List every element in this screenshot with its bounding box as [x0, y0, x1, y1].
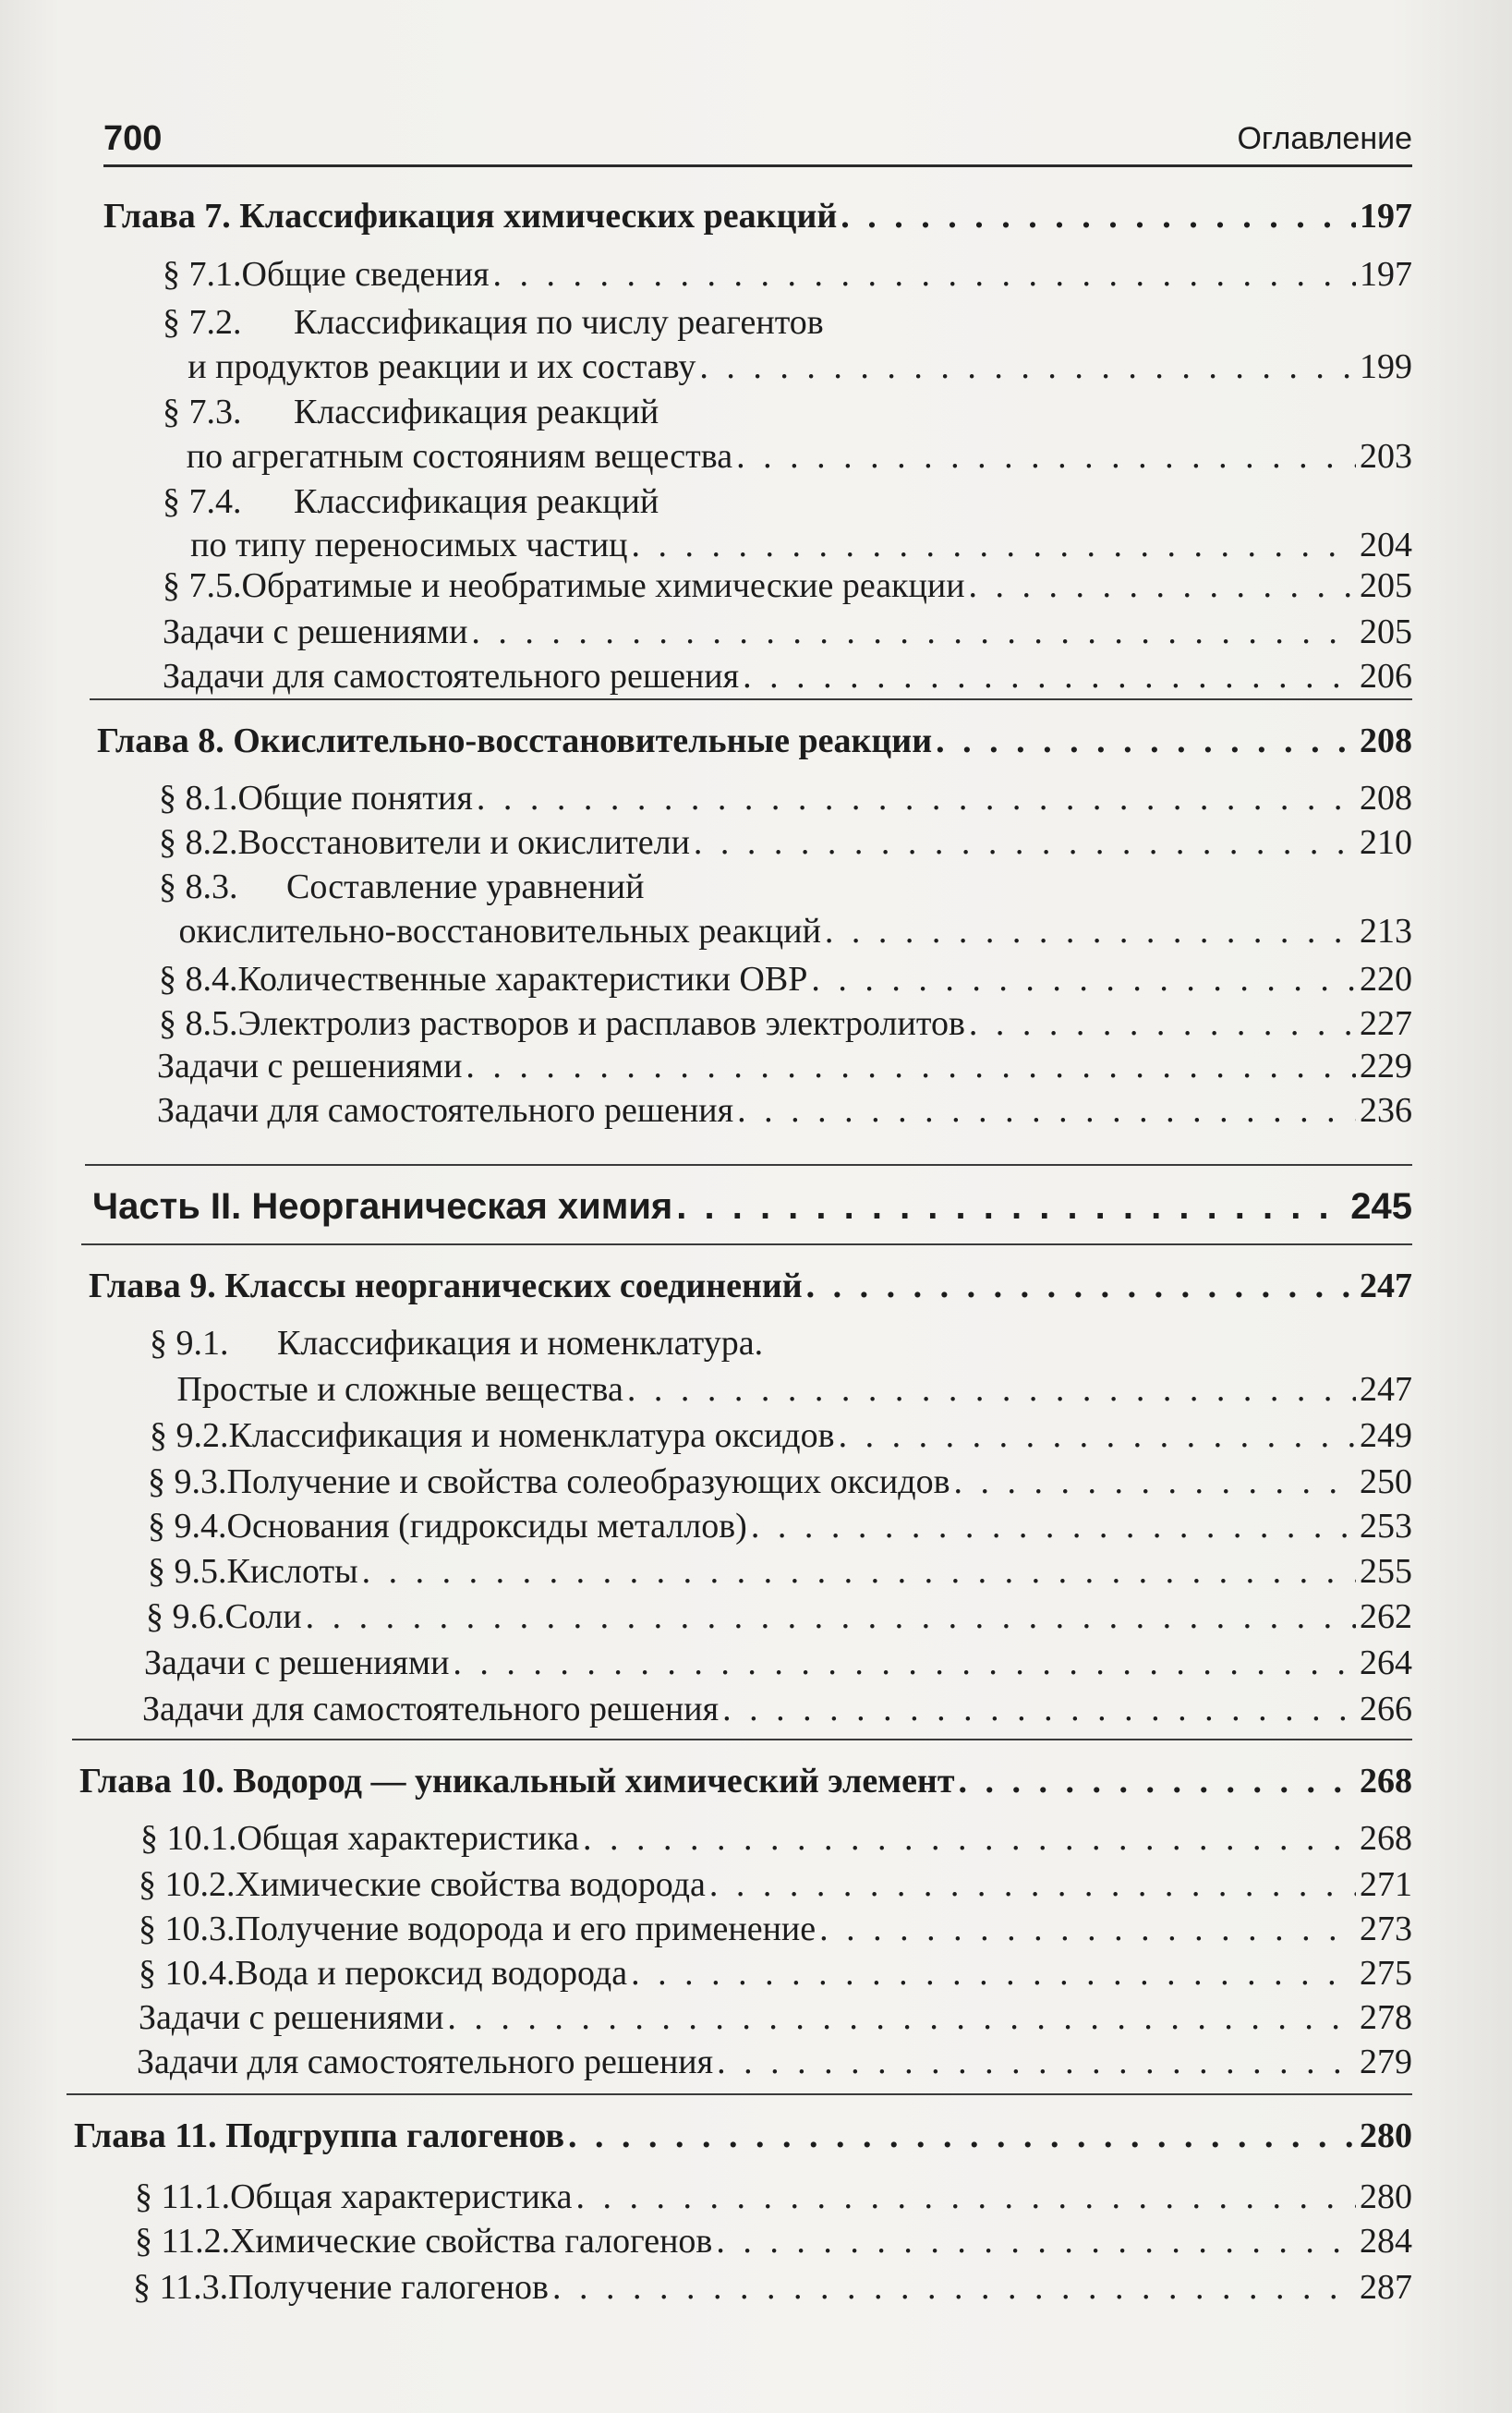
toc-page-number: 250 [1360, 1462, 1412, 1501]
toc-page-number: 268 [1360, 1819, 1412, 1858]
section-number: § 9.1. [150, 1324, 229, 1363]
dot-leader [552, 2265, 1356, 2310]
section-divider [85, 1164, 1412, 1166]
toc-entry-cont[interactable] [150, 1367, 1412, 1412]
toc-page-number: 255 [1360, 1552, 1412, 1591]
toc-entry-section[interactable] [159, 957, 1412, 1001]
toc-entry-section[interactable] [159, 820, 1412, 865]
toc-entry-section[interactable] [150, 1321, 1412, 1365]
dot-leader [493, 252, 1356, 297]
toc-entry-section[interactable] [146, 1595, 1412, 1639]
toc-entry-title: окислительно-восстановительных реакций [178, 912, 821, 951]
toc-entry-title: Задачи для самостоятельного решения [142, 1690, 720, 1728]
toc-entry-item[interactable] [163, 610, 1412, 654]
toc-entry-title: Получение и свойства солеобразующих оксидов [226, 1462, 950, 1501]
dot-leader [751, 1504, 1356, 1548]
section-number: § 7.5. [163, 566, 242, 605]
dot-leader [716, 2219, 1356, 2263]
dot-leader [722, 1687, 1356, 1731]
toc-entry-title: Получение галогенов [228, 2268, 549, 2307]
toc-page-number: 284 [1360, 2222, 1412, 2261]
section-number: § 11.2. [135, 2222, 231, 2261]
dot-leader [819, 1907, 1356, 1951]
dot-leader [632, 523, 1357, 567]
toc-page-number: 204 [1360, 526, 1412, 564]
toc-page-number: 210 [1360, 823, 1412, 862]
toc-page-number: 213 [1360, 912, 1412, 951]
toc-page-number: 264 [1360, 1643, 1412, 1682]
toc-page-number: 203 [1360, 437, 1412, 476]
toc-entry-chapter[interactable] [74, 2114, 1412, 2158]
toc-entry-section[interactable] [135, 2219, 1412, 2263]
dot-leader [717, 2040, 1356, 2084]
toc-entry-title: Кислоты [226, 1552, 358, 1591]
toc-entry-section[interactable] [163, 479, 1412, 524]
toc-entry-title: Глава 11. Подгруппа галогенов [74, 2116, 564, 2155]
toc-entry-title: Общие понятия [237, 779, 473, 818]
dot-leader [969, 1001, 1356, 1046]
dot-leader [583, 1816, 1356, 1861]
toc-entry-title: Задачи для самостоятельного решения [157, 1091, 734, 1130]
dot-leader [969, 564, 1356, 608]
toc-entry-section[interactable] [163, 252, 1412, 297]
toc-entry-title: Общие сведения [241, 255, 490, 294]
section-divider [90, 698, 1412, 700]
toc-page-number: 273 [1360, 1910, 1412, 1948]
toc-page-number: 229 [1360, 1047, 1412, 1085]
toc-page-number: 280 [1360, 2116, 1412, 2155]
toc-entry-section[interactable] [139, 1907, 1412, 1951]
toc-entry-title: Глава 8. Окислительно-восстановительные реакции [97, 721, 933, 760]
toc-page-number: 266 [1360, 1690, 1412, 1728]
toc-entry-section[interactable] [163, 564, 1412, 608]
toc-entry-title: Задачи для самостоятельного решения [163, 657, 740, 696]
toc-page-number: 197 [1360, 255, 1412, 294]
dot-leader [811, 957, 1356, 1001]
toc-entry-item[interactable] [139, 1995, 1412, 2040]
toc-entry-title: Химические свойства галогенов [230, 2222, 713, 2261]
section-number: § 7.2. [163, 303, 242, 342]
toc-entry-cont[interactable] [159, 909, 1412, 953]
section-number: § 8.5. [159, 1004, 238, 1043]
dot-leader [477, 776, 1356, 820]
toc-page-number: 253 [1360, 1507, 1412, 1546]
toc-entry-section[interactable] [133, 2265, 1412, 2310]
toc-entry-cont[interactable] [163, 523, 1412, 567]
toc-entry-title: Общая характеристика [236, 1819, 579, 1858]
toc-entry-title: Составление уравнений [286, 867, 645, 906]
dot-leader [699, 345, 1356, 389]
toc-entry-chapter[interactable] [97, 719, 1412, 763]
section-number: § 9.5. [148, 1552, 227, 1591]
section-number: § 8.4. [159, 960, 238, 999]
dot-leader [568, 2114, 1356, 2158]
section-divider [81, 1243, 1412, 1245]
section-number: § 9.3. [148, 1462, 227, 1501]
toc-entry-section[interactable] [159, 776, 1412, 820]
toc-entry-title: Задачи с решениями [139, 1998, 444, 2037]
toc-entry-title: Основания (гидроксиды металлов) [226, 1507, 747, 1546]
section-number: § 8.1. [159, 779, 238, 818]
toc-entry-cont[interactable] [163, 345, 1412, 389]
dot-leader [627, 1367, 1356, 1412]
toc-entry-title: Восстановители и окислители [237, 823, 690, 862]
toc-entry-chapter[interactable] [79, 1759, 1412, 1803]
toc-entry-title: Классификация реакций [294, 482, 659, 521]
dot-leader [959, 1759, 1357, 1803]
toc-entry-section[interactable] [148, 1504, 1412, 1548]
dot-leader [709, 1862, 1356, 1907]
toc-entry-section[interactable] [140, 1816, 1412, 1861]
toc-entry-item[interactable] [144, 1641, 1412, 1685]
toc-entry-section[interactable] [148, 1549, 1412, 1594]
toc-entry-section[interactable] [135, 2175, 1412, 2219]
page-number: 700 [103, 119, 163, 158]
dot-leader [362, 1549, 1356, 1594]
section-number: § 10.4. [139, 1954, 236, 1993]
dot-leader [631, 1951, 1356, 1995]
toc-entry-title: Общая характеристика [230, 2177, 573, 2216]
dot-leader [806, 1264, 1356, 1308]
toc-page-number: 275 [1360, 1954, 1412, 1993]
toc-page-number: 245 [1350, 1186, 1412, 1227]
toc-entry-title: Электролиз растворов и расплавов электролитов [237, 1004, 965, 1043]
toc-page-number: 205 [1360, 612, 1412, 651]
toc-entry-chapter[interactable] [103, 194, 1412, 238]
toc-entry-title: Классификация реакций [294, 393, 659, 431]
toc-page-number: 208 [1360, 779, 1412, 818]
dot-leader [576, 2175, 1356, 2219]
toc-entry-title: Химические свойства водорода [235, 1865, 706, 1904]
section-number: § 8.2. [159, 823, 238, 862]
toc-page-number: 208 [1360, 721, 1412, 760]
toc-page-number: 287 [1360, 2268, 1412, 2307]
toc-entry-title: Глава 10. Водород — уникальный химический элемент [79, 1762, 955, 1801]
toc-page-number: 220 [1360, 960, 1412, 999]
toc-entry-title: Обратимые и необратимые химические реакции [241, 566, 965, 605]
dot-leader [841, 194, 1356, 238]
toc-page-number: 205 [1360, 566, 1412, 605]
dot-leader [306, 1595, 1356, 1639]
toc-page-number: 268 [1360, 1762, 1412, 1801]
toc-page-number: 262 [1360, 1597, 1412, 1636]
section-number: § 7.1. [163, 255, 242, 294]
toc-entry-title: Классификация и номенклатура оксидов [228, 1416, 835, 1455]
dot-leader [737, 1088, 1356, 1133]
toc-entry-section[interactable] [148, 1460, 1412, 1504]
toc-entry-title: Классификация по числу реагентов [294, 303, 824, 342]
toc-entry-title: Задачи с решениями [144, 1643, 450, 1682]
toc-entry-title: Задачи с решениями [163, 612, 468, 651]
toc-entry-section[interactable] [150, 1413, 1412, 1458]
toc-entry-title: Задачи с решениями [157, 1047, 463, 1085]
toc-entry-item[interactable] [157, 1044, 1412, 1088]
section-divider [67, 2093, 1412, 2095]
toc-entry-section[interactable] [139, 1951, 1412, 1995]
toc-page-number: 247 [1360, 1267, 1412, 1305]
toc-entry-title: Простые и сложные вещества [176, 1370, 623, 1409]
toc-entry-title: Получение водорода и его применение [235, 1910, 816, 1948]
toc-entry-title: Задачи для самостоятельного решения [137, 2043, 714, 2081]
section-number: § 7.3. [163, 393, 242, 431]
toc-entry-section[interactable] [163, 300, 1412, 345]
toc-page-number: 247 [1360, 1370, 1412, 1409]
toc-entry-item[interactable] [163, 654, 1412, 698]
section-number: § 7.4. [163, 482, 242, 521]
dot-leader [736, 434, 1356, 479]
dot-leader [694, 820, 1356, 865]
toc-entry-section[interactable] [163, 390, 1412, 434]
dot-leader [453, 1641, 1356, 1685]
dot-leader [825, 909, 1356, 953]
toc-entry-title: Классификация и номенклатура. [277, 1324, 764, 1363]
toc-entry-section[interactable] [159, 865, 1412, 909]
toc-entry-title: Количественные характеристики ОВР [237, 960, 808, 999]
toc-page-number: 236 [1360, 1091, 1412, 1130]
toc-entry-item[interactable] [142, 1687, 1412, 1731]
dot-leader [676, 1184, 1347, 1229]
section-divider [72, 1739, 1412, 1740]
dot-leader [471, 610, 1356, 654]
toc-page-number: 280 [1360, 2177, 1412, 2216]
toc-entry-title: Вода и пероксид водорода [235, 1954, 628, 1993]
toc-entry-title: по агрегатным состояниям вещества [186, 437, 733, 476]
toc-page-number: 199 [1360, 347, 1412, 386]
toc-entry-title: Часть II. Неорганическая химия [92, 1186, 673, 1227]
toc-page-number: 271 [1360, 1865, 1412, 1904]
toc-entry-cont[interactable] [163, 434, 1412, 479]
running-title: Оглавление [1237, 121, 1412, 156]
dot-leader [839, 1413, 1356, 1458]
section-number: § 10.3. [139, 1910, 236, 1948]
toc-page-number: 279 [1360, 2043, 1412, 2081]
section-number: § 11.1. [135, 2177, 231, 2216]
section-number: § 10.1. [140, 1819, 237, 1858]
toc-page-number: 227 [1360, 1004, 1412, 1043]
section-number: § 10.2. [139, 1865, 236, 1904]
dot-leader [466, 1044, 1356, 1088]
toc-entry-chapter[interactable] [89, 1264, 1412, 1308]
toc-entry-title: по типу переносимых частиц [190, 526, 628, 564]
dot-leader [936, 719, 1356, 763]
toc-page-number: 278 [1360, 1998, 1412, 2037]
section-number: § 9.6. [146, 1597, 225, 1636]
toc-entry-title: Глава 7. Классификация химических реакций [103, 197, 838, 236]
toc-entry-title: Глава 9. Классы неорганических соединений [89, 1267, 803, 1305]
toc-entry-item[interactable] [157, 1088, 1412, 1133]
toc-entry-section[interactable] [139, 1862, 1412, 1907]
toc-entry-part[interactable] [92, 1184, 1412, 1229]
toc-page-number: 249 [1360, 1416, 1412, 1455]
toc-entry-title: и продуктов реакции и их составу [187, 347, 696, 386]
toc-page-number: 206 [1360, 657, 1412, 696]
section-number: § 9.4. [148, 1507, 227, 1546]
page-header [103, 109, 1412, 167]
dot-leader [954, 1460, 1356, 1504]
toc-entry-title: Соли [224, 1597, 302, 1636]
toc-page-number: 197 [1360, 197, 1412, 236]
dot-leader [743, 654, 1356, 698]
toc-entry-section[interactable] [159, 1001, 1412, 1046]
section-number: § 8.3. [159, 867, 238, 906]
toc-entry-item[interactable] [137, 2040, 1412, 2084]
section-number: § 9.2. [150, 1416, 229, 1455]
section-number: § 11.3. [133, 2268, 229, 2307]
dot-leader [447, 1995, 1356, 2040]
